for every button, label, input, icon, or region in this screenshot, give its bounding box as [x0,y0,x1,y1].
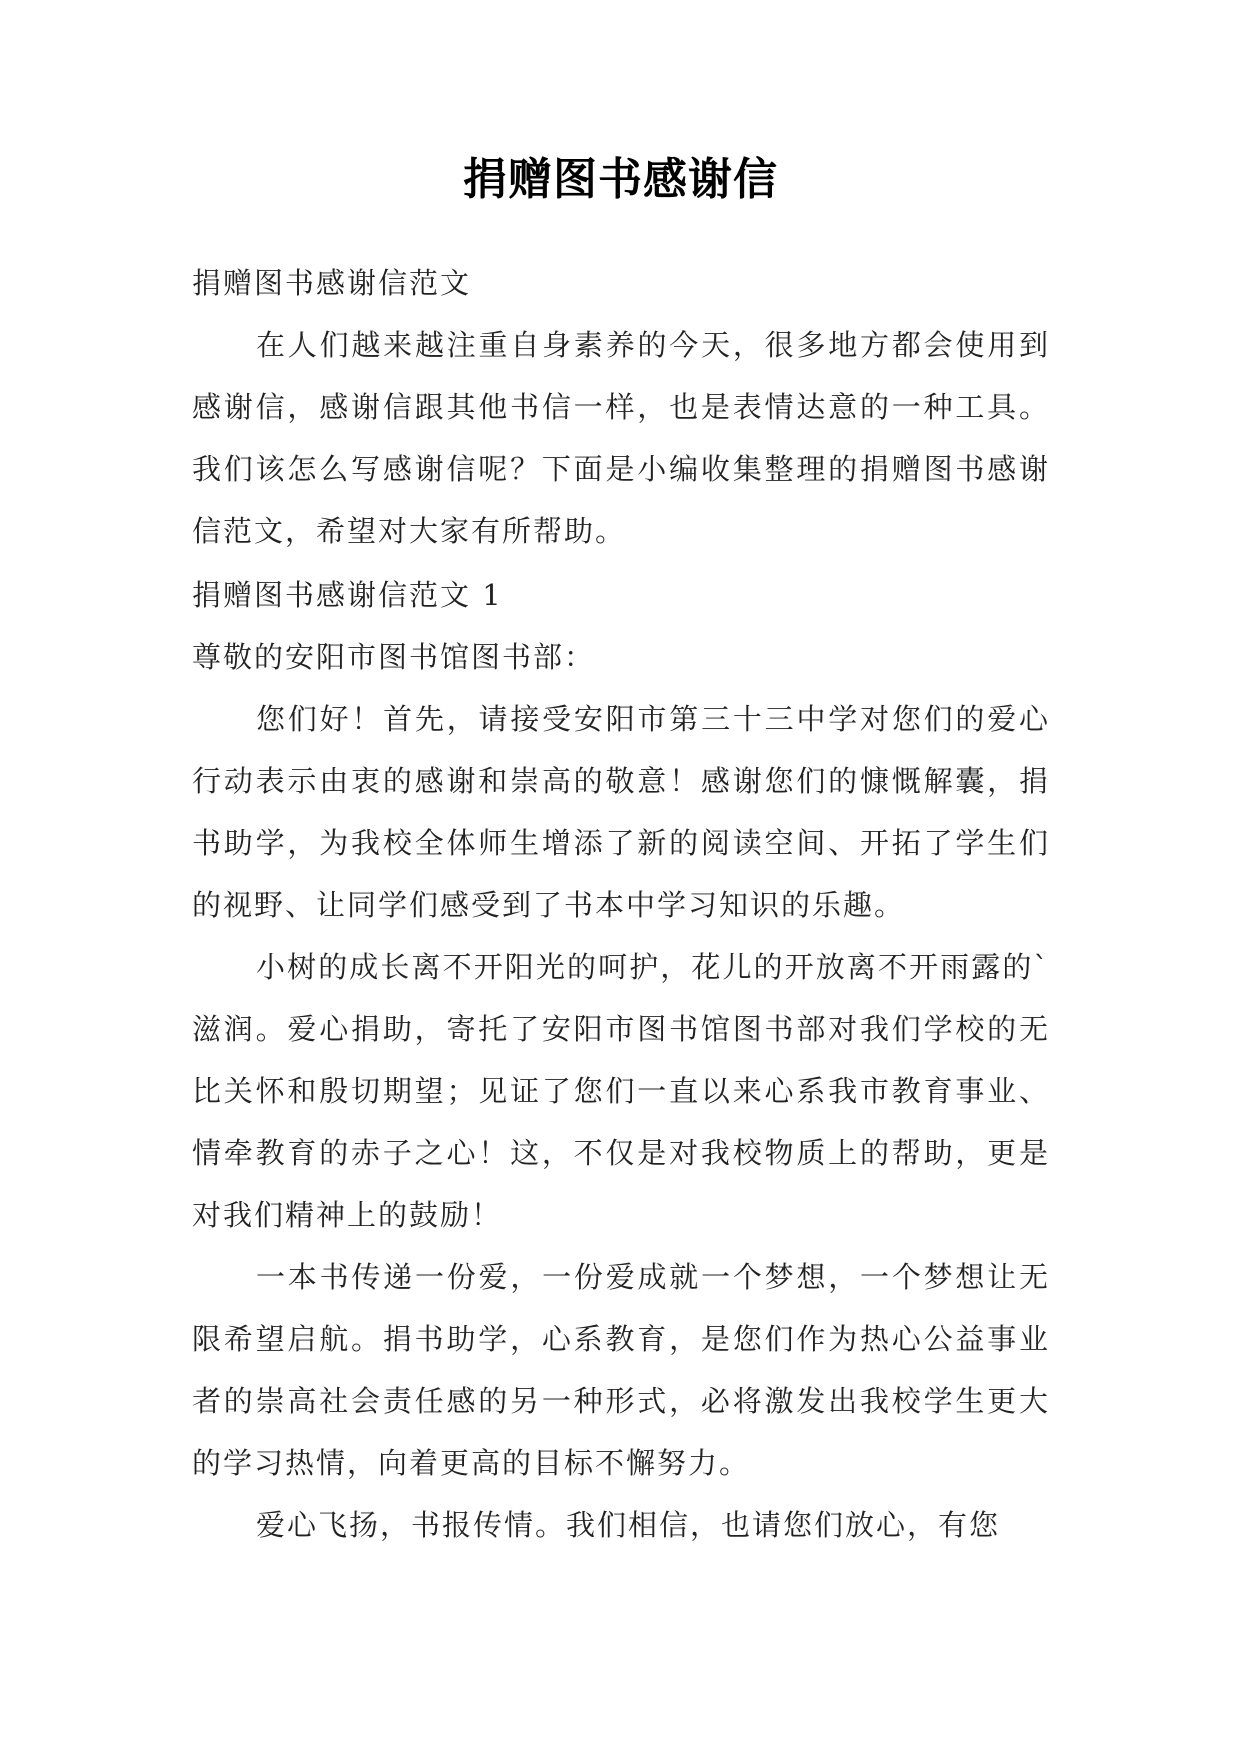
letter-heading: 捐赠图书感谢信范文 1 [192,578,503,612]
letter-paragraph: 爱心飞扬，书报传情。我们相信，也请您们放心，有您 [256,1508,1001,1542]
letter-paragraph: 您们好！首先，请接受安阳市第三十三中学对您们的爱心行动表示由衷的感谢和崇高的敬意！感谢您们的慷慨解囊，捐书助学，为我校全体师生增添了新的阅读空间、开拓了学生们的视野、让同学们感受到了书本中学习知识的乐趣。 [192,702,1050,922]
letter-salutation: 尊敬的安阳市图书馆图书部： [192,640,596,674]
intro-paragraph: 在人们越来越注重自身素养的今天，很多地方都会使用到感谢信，感谢信跟其他书信一样，也是表情达意的一种工具。我们该怎么写感谢信呢？下面是小编收集整理的捐赠图书感谢信范文，希望对大家有所帮助。 [192,328,1050,548]
document-title: 捐赠图书感谢信 [463,154,778,205]
intro-heading: 捐赠图书感谢信范文 [192,266,472,300]
letter-paragraph: 小树的成长离不开阳光的呵护，花儿的开放离不开雨露的`滋润。爱心捐助，寄托了安阳市图书馆图书部对我们学校的无比关怀和殷切期望；见证了您们一直以来心系我市教育事业、情牵教育的赤子之心！这，不仅是对我校物质上的帮助，更是对我们精神上的鼓励！ [192,950,1050,1232]
letter-section [192,564,1050,1556]
letter-paragraph: 一本书传递一份爱，一份爱成就一个梦想，一个梦想让无限希望启航。捐书助学，心系教育，是您们作为热心公益事业者的崇高社会责任感的另一种形式，必将激发出我校学生更大的学习热情，向着更高的目标不懈努力。 [192,1260,1050,1480]
intro-section [192,252,1050,562]
